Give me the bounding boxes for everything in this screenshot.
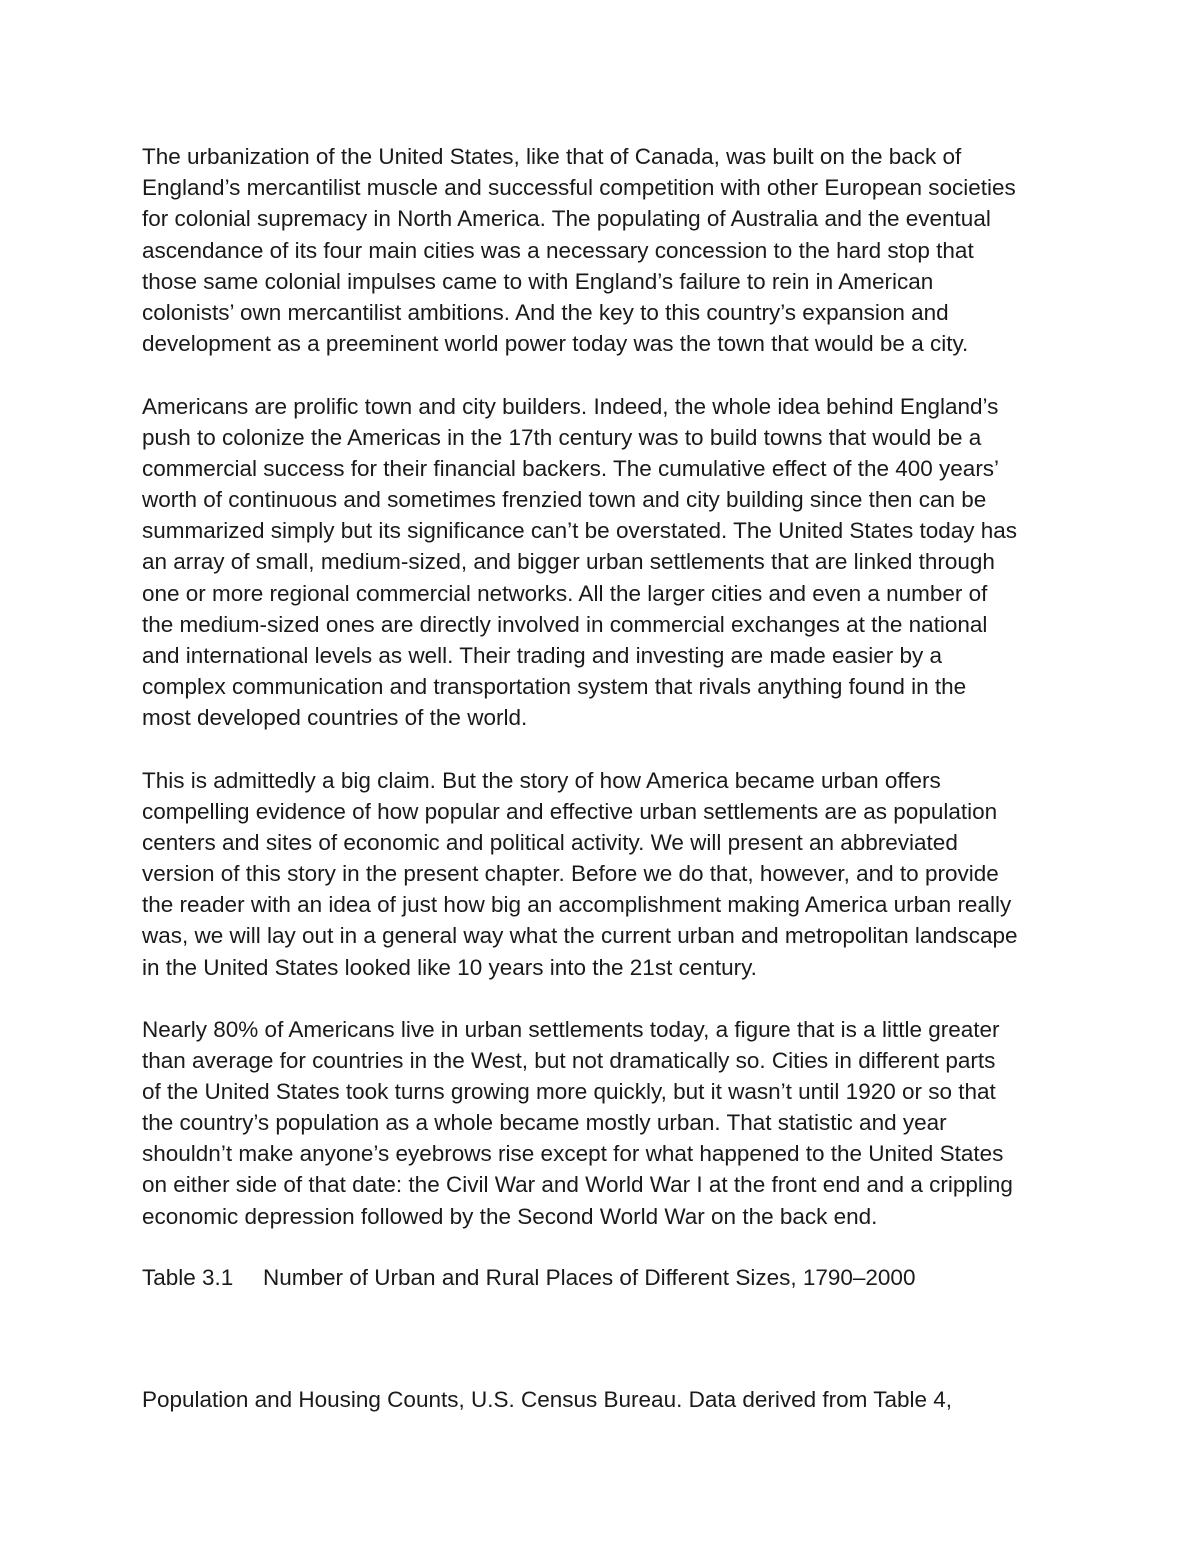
text-line: worth of continuous and sometimes frenzied town and city building since then can be [142,487,987,513]
text-line: the medium-sized ones are directly involved in commercial exchanges at the national [142,611,988,637]
text-line: an array of small, medium-sized, and bigger urban settlements that are linked through [142,549,995,575]
text-line: was, we will lay out in a general way what the current urban and metropolitan landscape [142,923,1018,949]
table-caption [142,1262,915,1293]
text-line: and international levels as well. Their trading and investing are made easier by a [142,643,943,668]
text-line: for colonial supremacy in North America. The populating of Australia and the eventual [142,206,991,232]
text-line: on either side of that date: the Civil War and World War I at the front end and a crippling [142,1172,1013,1198]
table-source-note: Population and Housing Counts, U.S. Census Bureau. Data derived from Table 4, [142,1387,953,1412]
text-line: development as a preeminent world power today was the town that would be a city. [142,331,969,357]
text-line: ascendance of its four main cities was a necessary concession to the hard stop that [142,237,974,263]
text-line: version of this story in the present chapter. Before we do that, however, and to provide [142,861,999,887]
paragraph-town-builders [142,391,1082,734]
text-line: than average for countries in the West, but not dramatically so. Cities in different parts [142,1047,996,1073]
text-line: commercial success for their financial backers. The cumulative effect of the 400 years’ [142,455,1000,481]
text-line: most developed countries of the world. [142,705,528,731]
text-line: Nearly 80% of Americans live in urban settlements today, a figure that is a little greater [142,1016,1000,1042]
text-line: those same colonial impulses came to with England’s failure to rein in American [142,268,934,294]
text-line: compelling evidence of how popular and effective urban settlements are as population [142,798,998,824]
text-line: in the United States looked like 10 years into the 21st century. [142,954,757,980]
paragraph-eighty-percent [142,1014,1082,1232]
text-line: of the United States took turns growing more quickly, but it wasn’t until 1920 or so that [142,1078,996,1104]
text-line: centers and sites of economic and political activity. We will present an abbreviated [142,829,958,855]
text-line: Americans are prolific town and city builders. Indeed, the whole idea behind England’s [142,393,999,419]
text-line: summarized simply but its significance can’t be overstated. The United States today has [142,518,1018,544]
text-line: one or more regional commercial networks. All the larger cities and even a number of [142,580,988,606]
paragraph-big-claim [142,765,1082,983]
text-line: the reader with an idea of just how big an accomplishment making America urban really [142,892,1012,918]
paragraph-urbanization [142,141,1082,359]
text-line: The urbanization of the United States, like that of Canada, was built on the back of [142,144,962,169]
text-line: shouldn’t make anyone’s eyebrows rise except for what happened to the United States [142,1141,1004,1167]
table-title: Number of Urban and Rural Places of Different Sizes, 1790–2000 [263,1265,916,1290]
text-line: complex communication and transportation system that rivals anything found in the [142,674,967,700]
text-line: push to colonize the Americas in the 17th century was to build towns that would be a [142,424,982,450]
table-number: Table 3.1 [142,1265,234,1290]
text-line: England’s mercantilist muscle and successful competition with other European societies [142,175,1016,201]
text-line: economic depression followed by the Second World War on the back end. [142,1203,878,1229]
text-line: the country’s population as a whole became mostly urban. That statistic and year [142,1110,947,1136]
text-line: This is admittedly a big claim. But the story of how America became urban offers [142,767,941,793]
text-line: colonists’ own mercantilist ambitions. And the key to this country’s expansion and [142,299,949,325]
